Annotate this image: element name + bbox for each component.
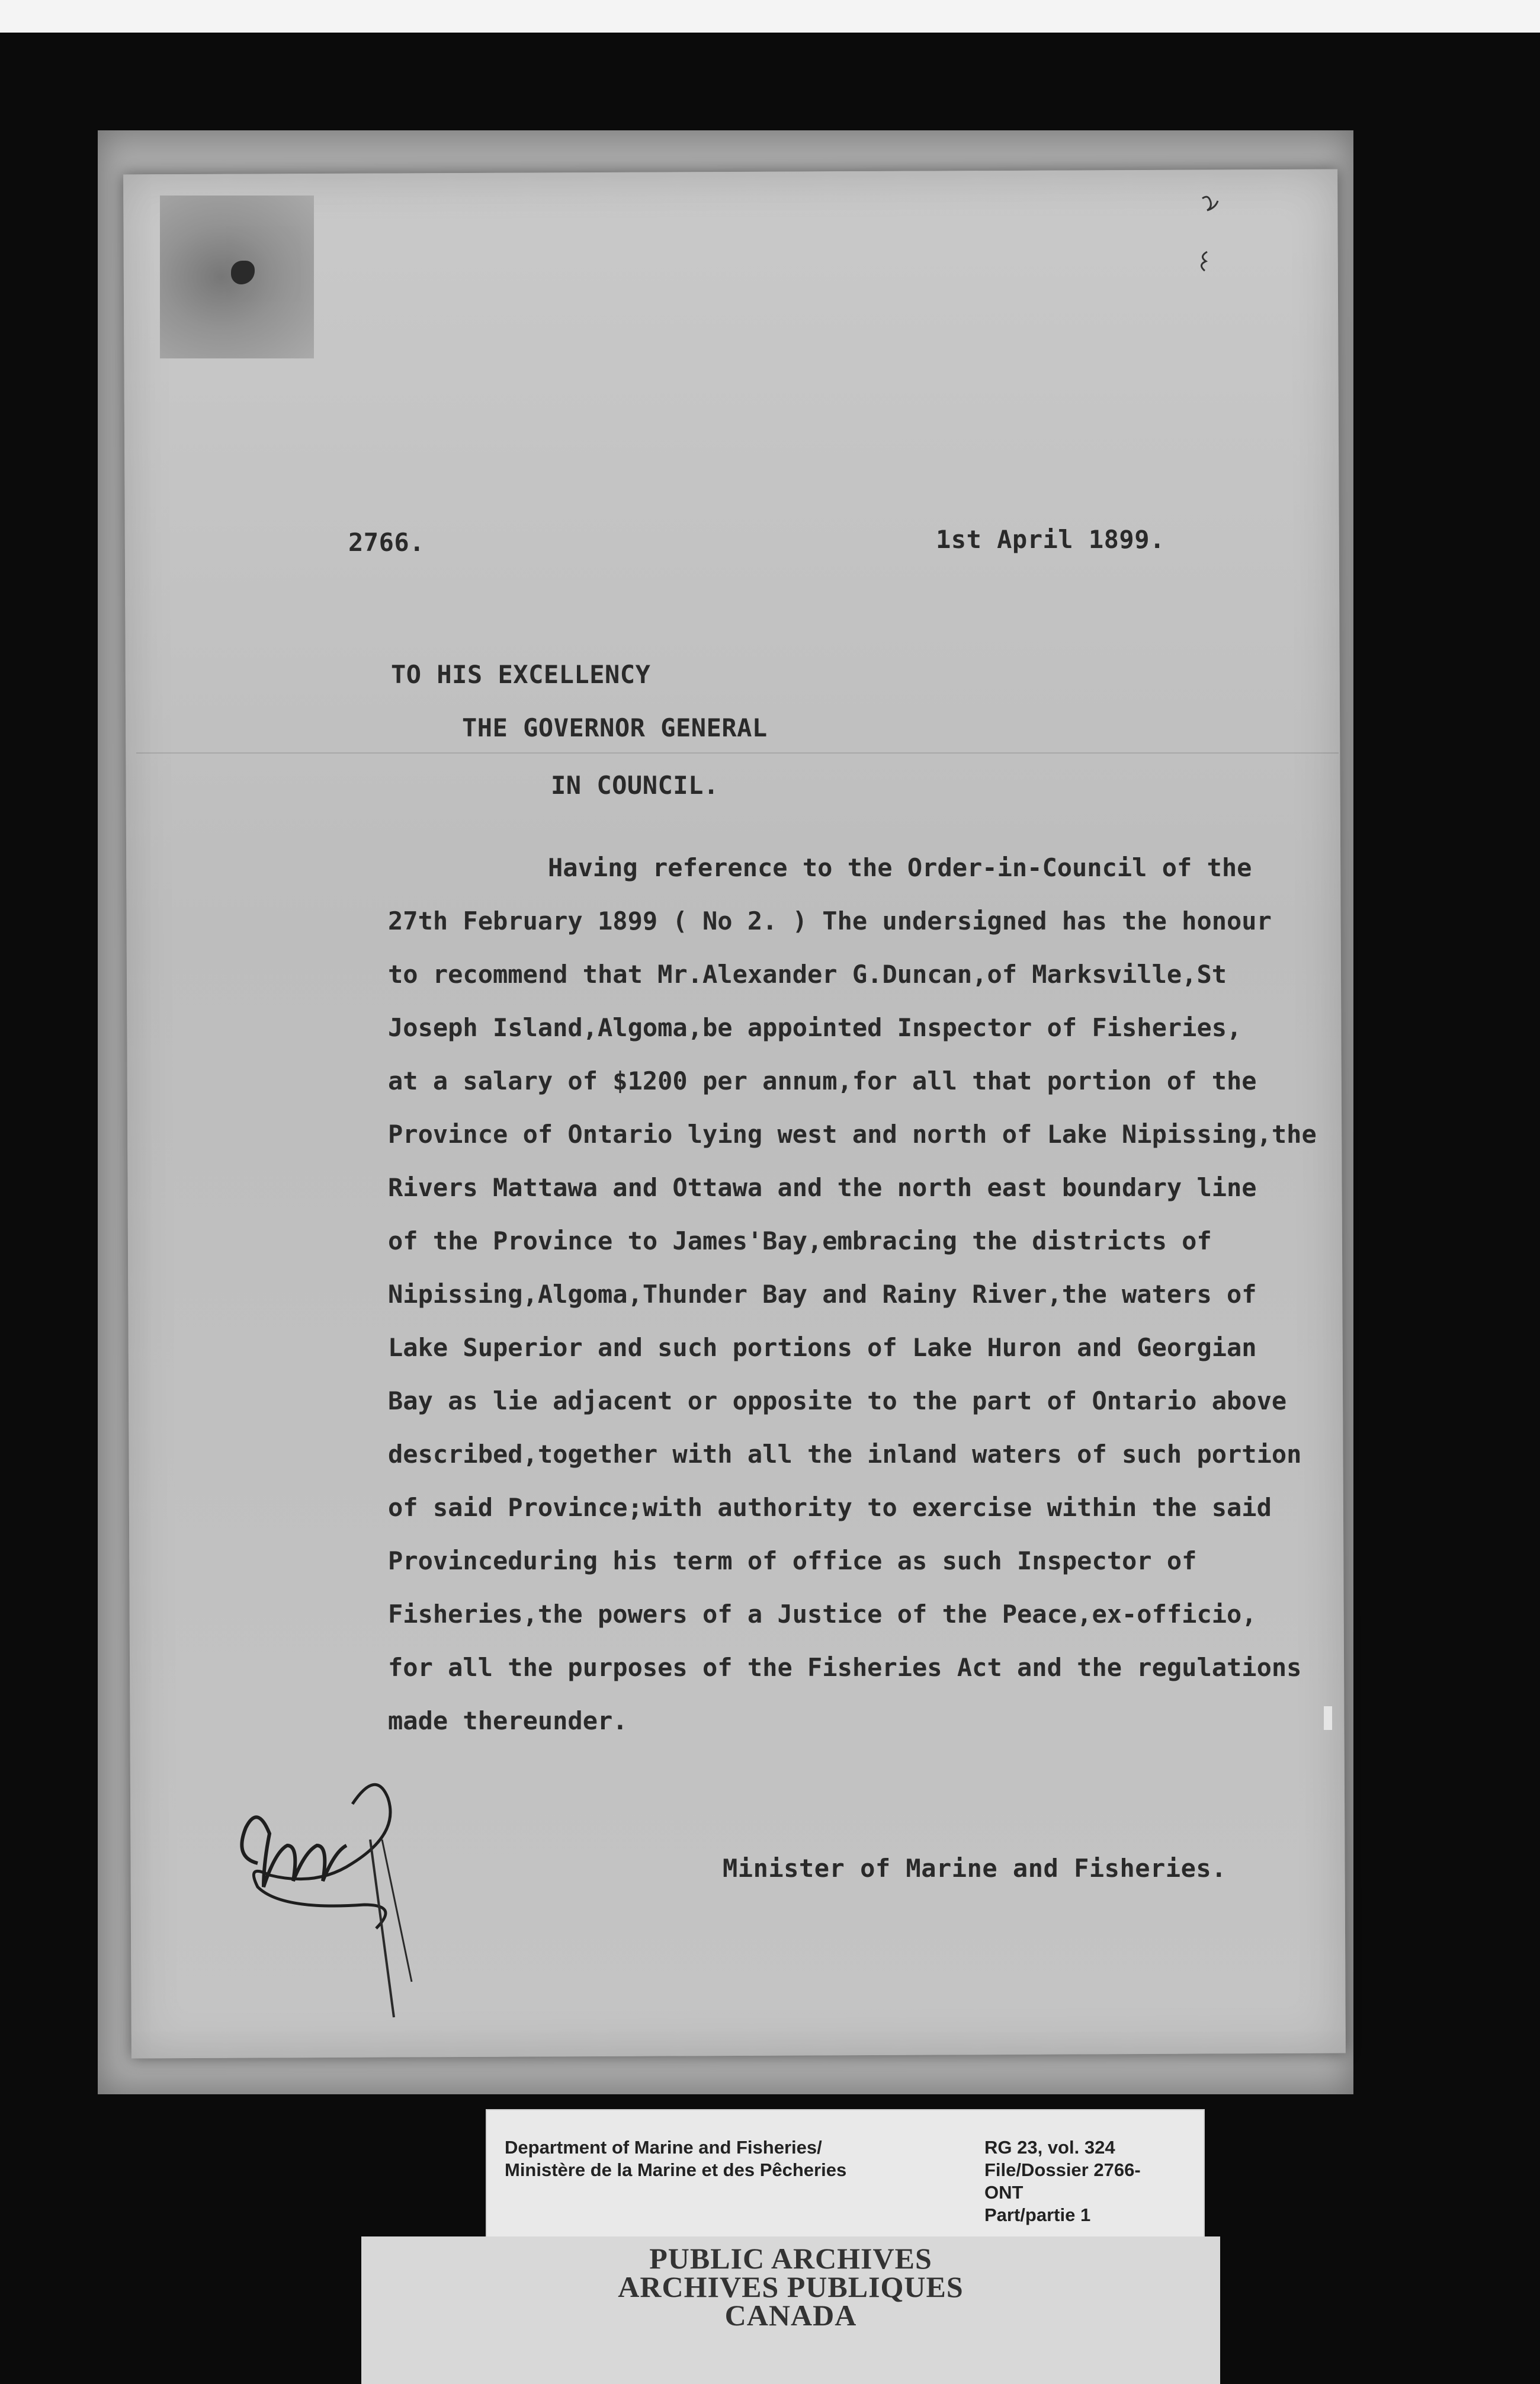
- body-line: Joseph Island,Algoma,be appointed Inspector of Fisheries,: [388, 1013, 1242, 1042]
- body-line: Rivers Mattawa and Ottawa and the north east boundary line: [388, 1173, 1257, 1202]
- body-line: Fisheries,the powers of a Justice of the Peace,ex-officio,: [388, 1600, 1257, 1629]
- scan-top-border: [0, 0, 1540, 33]
- address-line-3: IN COUNCIL.: [551, 771, 719, 800]
- label-rg: RG 23, vol. 324: [984, 2137, 1115, 2158]
- archive-stamp: [361, 2236, 1220, 2384]
- stamp-line-2: ARCHIVES PUBLIQUES: [618, 2270, 964, 2303]
- fold-crease: [136, 752, 1339, 754]
- body-line: Lake Superior and such portions of Lake Huron and Georgian: [388, 1333, 1257, 1362]
- signatory-title: Minister of Marine and Fisheries.: [723, 1854, 1227, 1883]
- label-file: File/Dossier 2766-: [984, 2159, 1141, 2180]
- body-line: Province of Ontario lying west and north of Lake Nipissing,the: [388, 1120, 1317, 1149]
- body-line: to recommend that Mr.Alexander G.Duncan,of Marksville,St: [388, 960, 1227, 989]
- body-line: of the Province to James'Bay,embracing the districts of: [388, 1226, 1212, 1255]
- label-file-cont: ONT: [984, 2182, 1024, 2203]
- stamp-line-1: PUBLIC ARCHIVES: [649, 2242, 932, 2275]
- letter-date: 1st April 1899.: [936, 525, 1165, 554]
- body-line: described,together with all the inland waters of such portion: [388, 1440, 1302, 1469]
- body-line: of said Province;with authority to exercise within the said: [388, 1493, 1272, 1522]
- body-line: Bay as lie adjacent or opposite to the part of Ontario above: [388, 1386, 1287, 1415]
- body-line: 27th February 1899 ( No 2. ) The undersigned has the honour: [388, 906, 1272, 935]
- label-department-en: Department of Marine and Fisheries/: [505, 2137, 822, 2158]
- stamp-line-3: CANADA: [724, 2299, 857, 2332]
- body-line: Having reference to the Order-in-Council of the: [548, 853, 1252, 882]
- body-line: for all the purposes of the Fisheries Act and the regulations: [388, 1653, 1302, 1682]
- handwritten-signature: [234, 1768, 459, 2029]
- page-edge-tear: [1324, 1706, 1332, 1730]
- handwritten-corner-mark: [1191, 193, 1226, 287]
- address-line-1: TO HIS EXCELLENCY: [391, 660, 651, 689]
- file-number: 2766.: [348, 528, 425, 557]
- tape-mark: [160, 196, 314, 358]
- address-line-2: THE GOVERNOR GENERAL: [462, 713, 768, 742]
- body-line: Nipissing,Algoma,Thunder Bay and Rainy River,the waters of: [388, 1280, 1257, 1309]
- body-line: at a salary of $1200 per annum,for all that portion of the: [388, 1066, 1257, 1095]
- body-line: Provinceduring his term of office as such Inspector of: [388, 1546, 1197, 1575]
- label-department-fr: Ministère de la Marine et des Pêcheries: [505, 2159, 847, 2180]
- label-part: Part/partie 1: [984, 2204, 1091, 2225]
- body-line: made thereunder.: [388, 1706, 628, 1735]
